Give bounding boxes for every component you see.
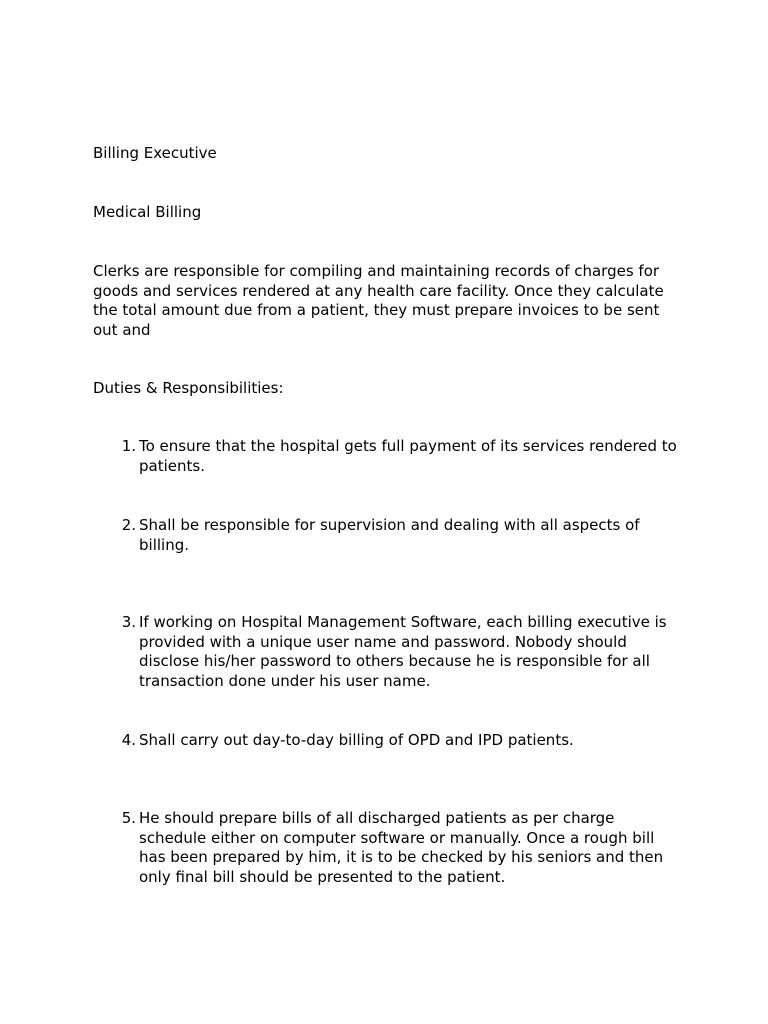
list-text: To ensure that the hospital gets full payment of its services rendered to patients. — [139, 437, 677, 475]
list-text: Shall be responsible for supervision and dealing with all aspects of billing. — [139, 516, 640, 554]
list-number: 1. — [121, 437, 136, 455]
list-text: Shall carry out day-to-day billing of OPD and IPD patients. — [139, 731, 574, 749]
list-text: If working on Hospital Management Software, each billing executive is provided with a unique user name and password. Nobody should disclose his/her password to others because he is responsible for all transaction done under his user name. — [139, 613, 667, 690]
job-title: Billing Executive — [93, 144, 217, 162]
department-name: Medical Billing — [93, 203, 202, 221]
list-number: 4. — [121, 731, 136, 749]
list-number: 5. — [121, 809, 136, 827]
list-number: 3. — [121, 613, 136, 631]
job-summary: Clerks are responsible for compiling and maintaining records of charges for goods and services rendered at any health care facility. Once they calculate the total amount due from a patient, they must prepare invoices to be sent out and — [93, 262, 664, 339]
list-text: He should prepare bills of all discharged patients as per charge schedule either on computer software or manually. Once a rough bill has been prepared by him, it is to be checked by his seniors and then only final bill should be presented to the patient. — [139, 809, 664, 886]
duties-heading: Duties & Responsibilities: — [93, 379, 284, 397]
list-number: 2. — [121, 516, 136, 534]
